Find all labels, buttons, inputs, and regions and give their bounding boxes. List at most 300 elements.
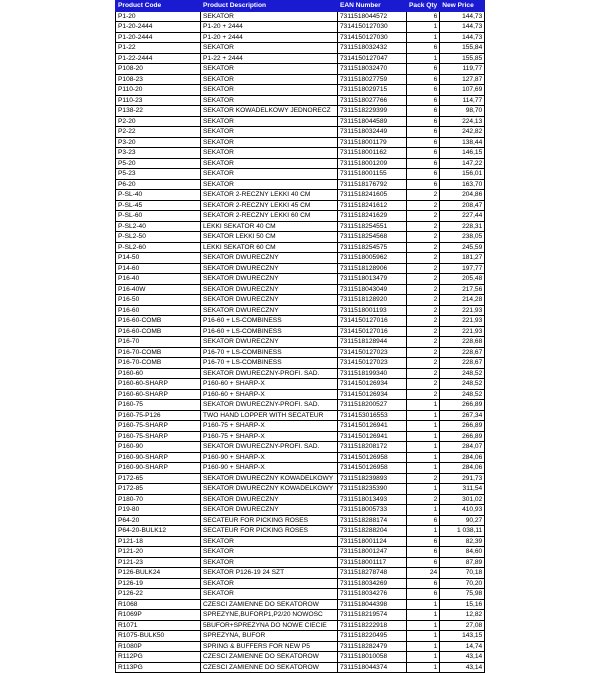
cell-ean-number: 7311518001117 (338, 557, 407, 568)
cell-product-description: SEKATOR (201, 116, 338, 127)
cell-product-description: SEKATOR DWURECZNY (201, 305, 338, 316)
cell-new-price: 245,59 (440, 242, 485, 253)
cell-product-description: P160-90 + SHARP-X (201, 463, 338, 474)
table-row (116, 589, 485, 600)
cell-pack-qty: 6 (407, 85, 440, 96)
cell-pack-qty: 6 (407, 116, 440, 127)
table-row (116, 85, 485, 96)
cell-product-code: P160-90-SHARP (116, 463, 201, 474)
cell-product-code: R1068 (116, 599, 201, 610)
table-row (116, 473, 485, 484)
cell-ean-number: 7311518010058 (338, 652, 407, 663)
cell-ean-number: 7314150127016 (338, 326, 407, 337)
cell-product-code: P3-20 (116, 137, 201, 148)
cell-ean-number: 7311518001209 (338, 158, 407, 169)
table-row (116, 64, 485, 75)
cell-ean-number: 7311518229399 (338, 106, 407, 117)
cell-product-code: P172-65 (116, 473, 201, 484)
cell-new-price: 75,98 (440, 589, 485, 600)
cell-product-code: R113PG (116, 662, 201, 673)
cell-pack-qty: 1 (407, 53, 440, 64)
cell-product-description: SEKATOR (201, 589, 338, 600)
table-row (116, 95, 485, 106)
cell-product-code: R112PG (116, 652, 201, 663)
cell-product-description: SPREZYNE,BUFORP1,P2/20 NOWOSC (201, 610, 338, 621)
cell-pack-qty: 6 (407, 11, 440, 22)
cell-pack-qty: 1 (407, 410, 440, 421)
cell-ean-number: 7314150127047 (338, 53, 407, 64)
cell-product-code: P160-75-P126 (116, 410, 201, 421)
cell-ean-number: 7311518005733 (338, 505, 407, 516)
cell-product-code: R1080P (116, 641, 201, 652)
cell-product-description: SECATEUR FOR PICKING ROSES (201, 526, 338, 537)
header-new-price: New Price (440, 1, 485, 12)
cell-ean-number: 7311518176792 (338, 179, 407, 190)
cell-product-description: P16-70 + LS-COMBINESS (201, 347, 338, 358)
cell-product-code: P-SL2-60 (116, 242, 201, 253)
table-row (116, 358, 485, 369)
cell-pack-qty: 6 (407, 169, 440, 180)
cell-pack-qty: 6 (407, 137, 440, 148)
cell-ean-number: 7311518219574 (338, 610, 407, 621)
cell-pack-qty: 2 (407, 295, 440, 306)
cell-product-description: SEKATOR KOWADELKOWY JEDNORECZ (201, 106, 338, 117)
cell-product-code: R1071 (116, 620, 201, 631)
cell-new-price: 84,60 (440, 547, 485, 558)
cell-pack-qty: 2 (407, 242, 440, 253)
table-row (116, 431, 485, 442)
table-row (116, 284, 485, 295)
table-row (116, 452, 485, 463)
cell-ean-number: 7314150126934 (338, 379, 407, 390)
cell-product-description: SEKATOR DWURECZNY (201, 505, 338, 516)
table-row (116, 74, 485, 85)
cell-pack-qty: 1 (407, 400, 440, 411)
table-row (116, 221, 485, 232)
table-row (116, 169, 485, 180)
cell-pack-qty: 6 (407, 64, 440, 75)
header-row (116, 1, 485, 12)
table-row (116, 190, 485, 201)
cell-pack-qty: 6 (407, 179, 440, 190)
cell-product-code: P160-75-SHARP (116, 421, 201, 432)
cell-new-price: 224,13 (440, 116, 485, 127)
cell-pack-qty: 1 (407, 505, 440, 516)
cell-product-description: SPREZYNA, BUFOR (201, 631, 338, 642)
cell-product-code: P172-85 (116, 484, 201, 495)
cell-product-code: P160-90 (116, 442, 201, 453)
cell-new-price: 155,85 (440, 53, 485, 64)
cell-new-price: 146,15 (440, 148, 485, 159)
cell-new-price: 119,77 (440, 64, 485, 75)
cell-product-code: P110-23 (116, 95, 201, 106)
cell-pack-qty: 1 (407, 452, 440, 463)
cell-ean-number: 7311518254551 (338, 221, 407, 232)
cell-pack-qty: 6 (407, 106, 440, 117)
cell-new-price: 266,89 (440, 431, 485, 442)
cell-pack-qty: 2 (407, 389, 440, 400)
cell-product-description: SEKATOR (201, 127, 338, 138)
cell-product-description: SEKATOR DWURECZNY-PROFI. SAD. (201, 442, 338, 453)
cell-product-code: P16-40W (116, 284, 201, 295)
cell-product-code: P-SL-45 (116, 200, 201, 211)
cell-product-description: SECATEUR FOR PICKING ROSES (201, 515, 338, 526)
cell-ean-number: 7311518001193 (338, 305, 407, 316)
cell-new-price: 70,18 (440, 568, 485, 579)
cell-product-code: P2-20 (116, 116, 201, 127)
cell-product-code: P160-60-SHARP (116, 379, 201, 390)
cell-pack-qty: 6 (407, 547, 440, 558)
cell-product-code: P110-20 (116, 85, 201, 96)
cell-new-price: 221,93 (440, 316, 485, 327)
cell-pack-qty: 1 (407, 442, 440, 453)
cell-pack-qty: 6 (407, 589, 440, 600)
cell-product-code: P2-22 (116, 127, 201, 138)
cell-product-code: P19-80 (116, 505, 201, 516)
table-row (116, 43, 485, 54)
cell-ean-number: 7311518254568 (338, 232, 407, 243)
cell-new-price: 144,73 (440, 11, 485, 22)
table-row (116, 526, 485, 537)
cell-ean-number: 7311518032470 (338, 64, 407, 75)
cell-pack-qty: 2 (407, 263, 440, 274)
cell-product-description: SEKATOR DWURECZNY (201, 295, 338, 306)
cell-new-price: 208,47 (440, 200, 485, 211)
cell-pack-qty: 1 (407, 620, 440, 631)
cell-ean-number: 7311518128944 (338, 337, 407, 348)
cell-product-description: SEKATOR DWURECZNY KOWADELKOWY (201, 473, 338, 484)
table-row (116, 11, 485, 22)
table-row (116, 442, 485, 453)
cell-product-code: P108-20 (116, 64, 201, 75)
table-row (116, 106, 485, 117)
cell-product-description: P16-70 + LS-COMBINESS (201, 358, 338, 369)
table-row (116, 620, 485, 631)
table-row (116, 610, 485, 621)
table-row (116, 316, 485, 327)
cell-ean-number: 7311518208172 (338, 442, 407, 453)
cell-product-description: SEKATOR DWURECZNY (201, 494, 338, 505)
cell-ean-number: 7311518241629 (338, 211, 407, 222)
table-row (116, 494, 485, 505)
cell-ean-number: 7311518128906 (338, 263, 407, 274)
cell-ean-number: 7314150126958 (338, 463, 407, 474)
cell-pack-qty: 6 (407, 557, 440, 568)
cell-ean-number: 7311518032432 (338, 43, 407, 54)
cell-product-description: P1-20 + 2444 (201, 22, 338, 33)
cell-new-price: 156,01 (440, 169, 485, 180)
table-row (116, 599, 485, 610)
cell-product-description: 5BUFOR+SPREZYNA DO NOWE CIECIE (201, 620, 338, 631)
cell-ean-number: 7311518220495 (338, 631, 407, 642)
cell-new-price: 217,56 (440, 284, 485, 295)
cell-ean-number: 7311518001124 (338, 536, 407, 547)
cell-ean-number: 7314150127016 (338, 316, 407, 327)
cell-pack-qty: 1 (407, 641, 440, 652)
cell-new-price: 248,52 (440, 389, 485, 400)
cell-product-description: SEKATOR (201, 158, 338, 169)
cell-pack-qty: 6 (407, 127, 440, 138)
cell-ean-number: 7314150127023 (338, 347, 407, 358)
table-row (116, 179, 485, 190)
cell-pack-qty: 1 (407, 463, 440, 474)
cell-product-description: P160-75 + SHARP-X (201, 421, 338, 432)
cell-pack-qty: 6 (407, 515, 440, 526)
cell-new-price: 228,68 (440, 337, 485, 348)
cell-product-description: TWO HAND LOPPER WITH SECATEUR (201, 410, 338, 421)
table-row (116, 379, 485, 390)
cell-product-code: P3-23 (116, 148, 201, 159)
table-row (116, 463, 485, 474)
cell-product-code: P1-20 (116, 11, 201, 22)
cell-product-code: P-SL-60 (116, 211, 201, 222)
cell-product-description: SEKATOR DWURECZNY (201, 337, 338, 348)
cell-pack-qty: 2 (407, 368, 440, 379)
cell-product-description: P1-20 + 2444 (201, 32, 338, 43)
cell-pack-qty: 2 (407, 305, 440, 316)
cell-pack-qty: 6 (407, 43, 440, 54)
cell-product-code: P14-60 (116, 263, 201, 274)
cell-pack-qty: 1 (407, 431, 440, 442)
cell-ean-number: 7311518001162 (338, 148, 407, 159)
cell-new-price: 43,14 (440, 652, 485, 663)
cell-product-code: P16-60-COMB (116, 326, 201, 337)
cell-product-code: P126-22 (116, 589, 201, 600)
cell-product-code: P126-19 (116, 578, 201, 589)
cell-new-price: 147,22 (440, 158, 485, 169)
cell-ean-number: 7311518013493 (338, 494, 407, 505)
cell-new-price: 267,34 (440, 410, 485, 421)
cell-pack-qty: 6 (407, 536, 440, 547)
cell-new-price: 144,73 (440, 22, 485, 33)
table-row (116, 547, 485, 558)
cell-product-code: P121-18 (116, 536, 201, 547)
cell-new-price: 291,73 (440, 473, 485, 484)
cell-pack-qty: 2 (407, 200, 440, 211)
table-row (116, 515, 485, 526)
cell-product-code: P1-22-2444 (116, 53, 201, 64)
cell-product-code: P16-50 (116, 295, 201, 306)
table-row (116, 568, 485, 579)
cell-pack-qty: 2 (407, 316, 440, 327)
cell-new-price: 266,89 (440, 421, 485, 432)
cell-pack-qty: 2 (407, 326, 440, 337)
cell-product-code: P1-20-2444 (116, 22, 201, 33)
cell-product-code: P-SL2-50 (116, 232, 201, 243)
cell-pack-qty: 1 (407, 662, 440, 673)
cell-new-price: 284,06 (440, 452, 485, 463)
cell-ean-number: 7311518241612 (338, 200, 407, 211)
cell-pack-qty: 24 (407, 568, 440, 579)
cell-product-code: P64-20-BULK12 (116, 526, 201, 537)
cell-pack-qty: 2 (407, 284, 440, 295)
table-header (116, 1, 485, 12)
cell-product-description: LEKKI SEKATOR 40 CM (201, 221, 338, 232)
cell-new-price: 221,93 (440, 305, 485, 316)
cell-ean-number: 7314150127030 (338, 22, 407, 33)
cell-pack-qty: 2 (407, 347, 440, 358)
cell-pack-qty: 6 (407, 95, 440, 106)
cell-product-description: SEKATOR (201, 578, 338, 589)
table-row (116, 22, 485, 33)
cell-product-code: P126-BULK24 (116, 568, 201, 579)
cell-new-price: 138,44 (440, 137, 485, 148)
cell-product-description: P16-60 + LS-COMBINESS (201, 326, 338, 337)
cell-product-code: P1-20-2444 (116, 32, 201, 43)
cell-product-code: P16-70-COMB (116, 347, 201, 358)
cell-product-code: P16-70 (116, 337, 201, 348)
cell-ean-number: 7311518032449 (338, 127, 407, 138)
cell-product-code: P160-75 (116, 400, 201, 411)
cell-new-price: 163,70 (440, 179, 485, 190)
cell-product-description: SEKATOR (201, 169, 338, 180)
table-row (116, 662, 485, 673)
cell-pack-qty: 2 (407, 232, 440, 243)
cell-product-code: P160-75-SHARP (116, 431, 201, 442)
cell-product-code: P1-22 (116, 43, 201, 54)
cell-product-description: LEKKI SEKATOR 60 CM (201, 242, 338, 253)
cell-product-description: SEKATOR (201, 11, 338, 22)
cell-new-price: 144,73 (440, 32, 485, 43)
table-row (116, 652, 485, 663)
cell-ean-number: 7311518128920 (338, 295, 407, 306)
cell-new-price: 43,14 (440, 662, 485, 673)
cell-new-price: 228,67 (440, 358, 485, 369)
cell-product-description: SEKATOR (201, 43, 338, 54)
cell-product-description: P160-90 + SHARP-X (201, 452, 338, 463)
cell-new-price: 143,15 (440, 631, 485, 642)
cell-ean-number: 7311518034269 (338, 578, 407, 589)
cell-product-description: CZESCI ZAMIENNE DO SEKATOROW (201, 599, 338, 610)
cell-product-description: CZESCI ZAMIENNE DO SEKATOROW (201, 652, 338, 663)
cell-product-description: SEKATOR (201, 95, 338, 106)
cell-new-price: 266,89 (440, 400, 485, 411)
header-product-code: Product Code (116, 1, 201, 12)
cell-new-price: 228,67 (440, 347, 485, 358)
cell-ean-number: 7311518235390 (338, 484, 407, 495)
cell-new-price: 15,16 (440, 599, 485, 610)
table-row (116, 557, 485, 568)
cell-ean-number: 7311518005962 (338, 253, 407, 264)
cell-product-code: P14-50 (116, 253, 201, 264)
cell-pack-qty: 2 (407, 379, 440, 390)
cell-pack-qty: 1 (407, 599, 440, 610)
cell-product-description: SEKATOR DWURECZNY (201, 274, 338, 285)
cell-new-price: 284,07 (440, 442, 485, 453)
cell-product-code: P160-90-SHARP (116, 452, 201, 463)
cell-product-description: SEKATOR DWURECZNY-PROFI. SAD. (201, 400, 338, 411)
cell-new-price: 82,39 (440, 536, 485, 547)
cell-product-description: SEKATOR (201, 74, 338, 85)
table-row (116, 484, 485, 495)
cell-ean-number: 7311518027766 (338, 95, 407, 106)
cell-ean-number: 7311518288174 (338, 515, 407, 526)
cell-product-description: SEKATOR (201, 179, 338, 190)
cell-new-price: 87,89 (440, 557, 485, 568)
cell-pack-qty: 6 (407, 578, 440, 589)
cell-new-price: 301,02 (440, 494, 485, 505)
cell-ean-number: 7311518278748 (338, 568, 407, 579)
cell-product-description: CZESCI ZAMIENNE DO SEKATOROW (201, 662, 338, 673)
table-row (116, 127, 485, 138)
table-row (116, 137, 485, 148)
cell-product-code: P138-22 (116, 106, 201, 117)
cell-product-code: P16-60 (116, 305, 201, 316)
table-row (116, 421, 485, 432)
table-row (116, 242, 485, 253)
table-row (116, 347, 485, 358)
cell-ean-number: 7311518029715 (338, 85, 407, 96)
table-row (116, 211, 485, 222)
cell-ean-number: 7311518044374 (338, 662, 407, 673)
cell-product-description: SEKATOR (201, 64, 338, 75)
cell-new-price: 1 038,11 (440, 526, 485, 537)
cell-product-code: P16-60-COMB (116, 316, 201, 327)
table-row (116, 326, 485, 337)
cell-ean-number: 7311518001247 (338, 547, 407, 558)
cell-ean-number: 7314153016553 (338, 410, 407, 421)
cell-new-price: 90,27 (440, 515, 485, 526)
cell-product-description: SEKATOR (201, 85, 338, 96)
cell-new-price: 248,52 (440, 368, 485, 379)
cell-ean-number: 7314150127023 (338, 358, 407, 369)
table-row (116, 578, 485, 589)
cell-product-description: SEKATOR (201, 547, 338, 558)
cell-product-code: P5-23 (116, 169, 201, 180)
cell-ean-number: 7311518034276 (338, 589, 407, 600)
cell-product-description: SEKATOR P126-19 24 SZT (201, 568, 338, 579)
cell-product-description: SEKATOR DWURECZNY (201, 253, 338, 264)
cell-product-description: SEKATOR 2-RECZNY LEKKI 60 CM (201, 211, 338, 222)
table-row (116, 400, 485, 411)
header-pack-qty: Pack Qty (407, 1, 440, 12)
table-row (116, 148, 485, 159)
cell-ean-number: 7311518044398 (338, 599, 407, 610)
cell-product-code: P180-70 (116, 494, 201, 505)
table-row (116, 368, 485, 379)
table-row (116, 200, 485, 211)
cell-product-code: P108-23 (116, 74, 201, 85)
cell-new-price: 227,44 (440, 211, 485, 222)
cell-ean-number: 7311518001179 (338, 137, 407, 148)
cell-new-price: 12,82 (440, 610, 485, 621)
cell-pack-qty: 2 (407, 221, 440, 232)
table-row (116, 305, 485, 316)
cell-ean-number: 7311518199340 (338, 368, 407, 379)
cell-product-description: SEKATOR 2-RECZNY LEKKI 40 CM (201, 190, 338, 201)
cell-product-description: SPRING & BUFFERS FOR NEW P5 (201, 641, 338, 652)
cell-pack-qty: 1 (407, 652, 440, 663)
cell-new-price: 410,93 (440, 505, 485, 516)
cell-ean-number: 7314150126958 (338, 452, 407, 463)
cell-product-description: SEKATOR (201, 148, 338, 159)
cell-new-price: 127,87 (440, 74, 485, 85)
cell-pack-qty: 1 (407, 526, 440, 537)
cell-pack-qty: 6 (407, 74, 440, 85)
cell-ean-number: 7311518001155 (338, 169, 407, 180)
cell-pack-qty: 2 (407, 274, 440, 285)
table-row (116, 410, 485, 421)
cell-ean-number: 7311518288204 (338, 526, 407, 537)
cell-product-description: SEKATOR DWURECZNY (201, 263, 338, 274)
cell-new-price: 27,08 (440, 620, 485, 631)
cell-pack-qty: 1 (407, 631, 440, 642)
cell-product-code: P-SL2-40 (116, 221, 201, 232)
price-list-table (115, 0, 485, 673)
table-row (116, 53, 485, 64)
table-row (116, 32, 485, 43)
table-row (116, 631, 485, 642)
